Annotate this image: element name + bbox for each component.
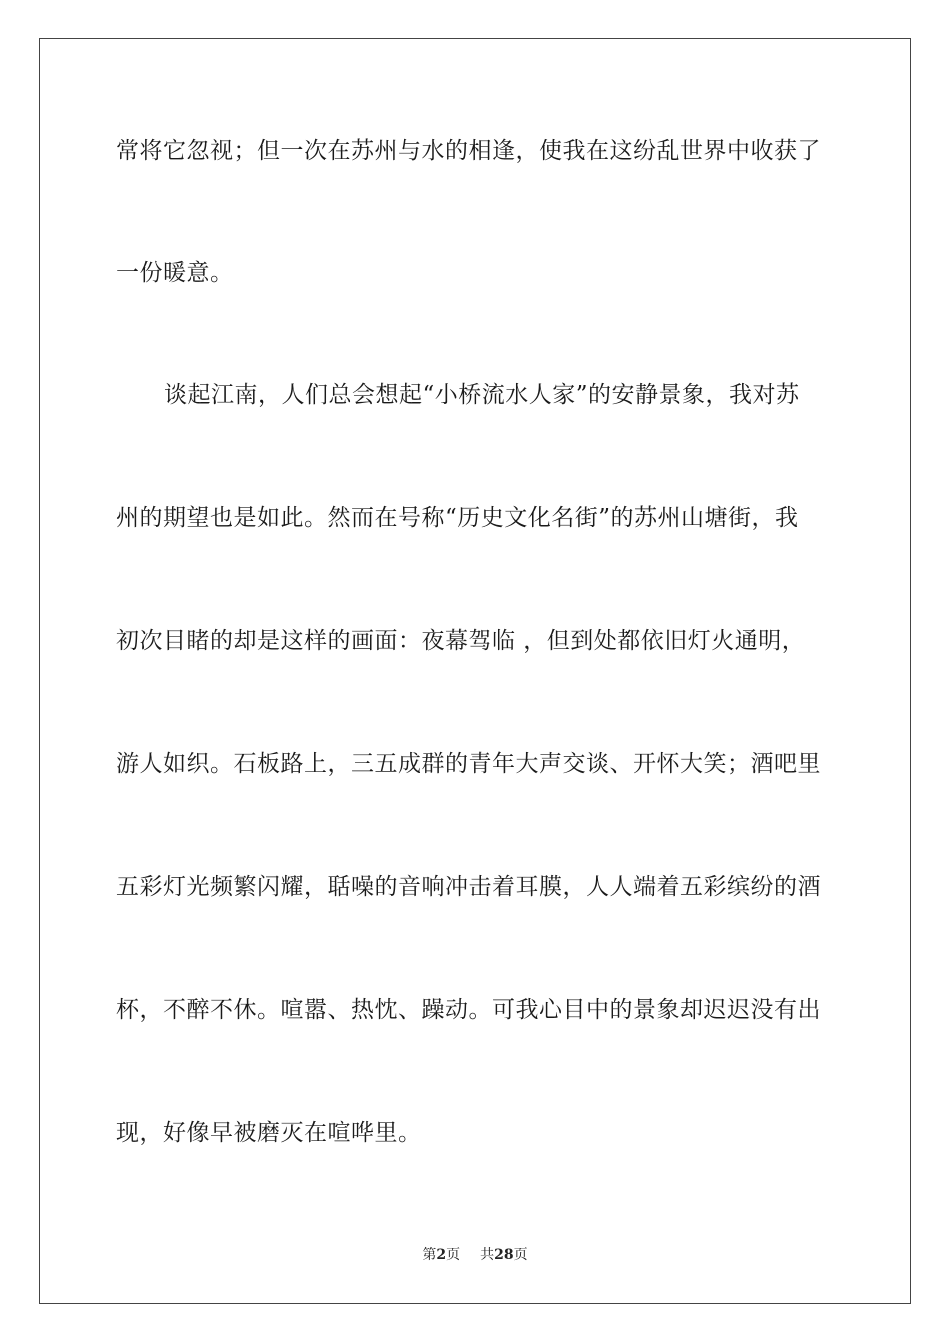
paragraph-line: 游人如织。石板路上，三五成群的青年大声交谈、开怀大笑；酒吧里: [116, 751, 821, 777]
page-border: [39, 38, 911, 1304]
paragraph-line: 常将它忽视；但一次在苏州与水的相逢，使我在这纷乱世界中收获了: [116, 138, 821, 164]
paragraph-line: 五彩灯光频繁闪耀，聒噪的音响冲击着耳膜，人人端着五彩缤纷的酒: [116, 874, 821, 900]
paragraph-line: 州的期望也是如此。然而在号称“历史文化名街”的苏州山塘街，我: [116, 505, 799, 531]
paragraph-line: 一份暖意。: [116, 260, 234, 286]
paragraph-line: 杯，不醉不休。喧嚣、热忱、躁动。可我心目中的景象却迟迟没有出: [116, 997, 821, 1023]
total-suffix: 页: [513, 1247, 528, 1263]
paragraph-line: 谈起江南，人们总会想起“小桥流水人家”的安静景象，我对苏: [164, 382, 800, 408]
page-footer: [0, 1245, 950, 1265]
paragraph-line: 初次目睹的却是这样的画面：夜幕驾临 ，但到处都依旧灯火通明，: [116, 628, 806, 654]
total-prefix: 共: [480, 1247, 495, 1263]
paragraph-line: 现，好像早被磨灭在喧哗里。: [116, 1120, 422, 1146]
page-prefix: 第: [422, 1247, 437, 1263]
total-pages: 28: [494, 1247, 514, 1263]
page-number: 2: [436, 1247, 447, 1263]
page-suffix: 页: [446, 1247, 461, 1263]
